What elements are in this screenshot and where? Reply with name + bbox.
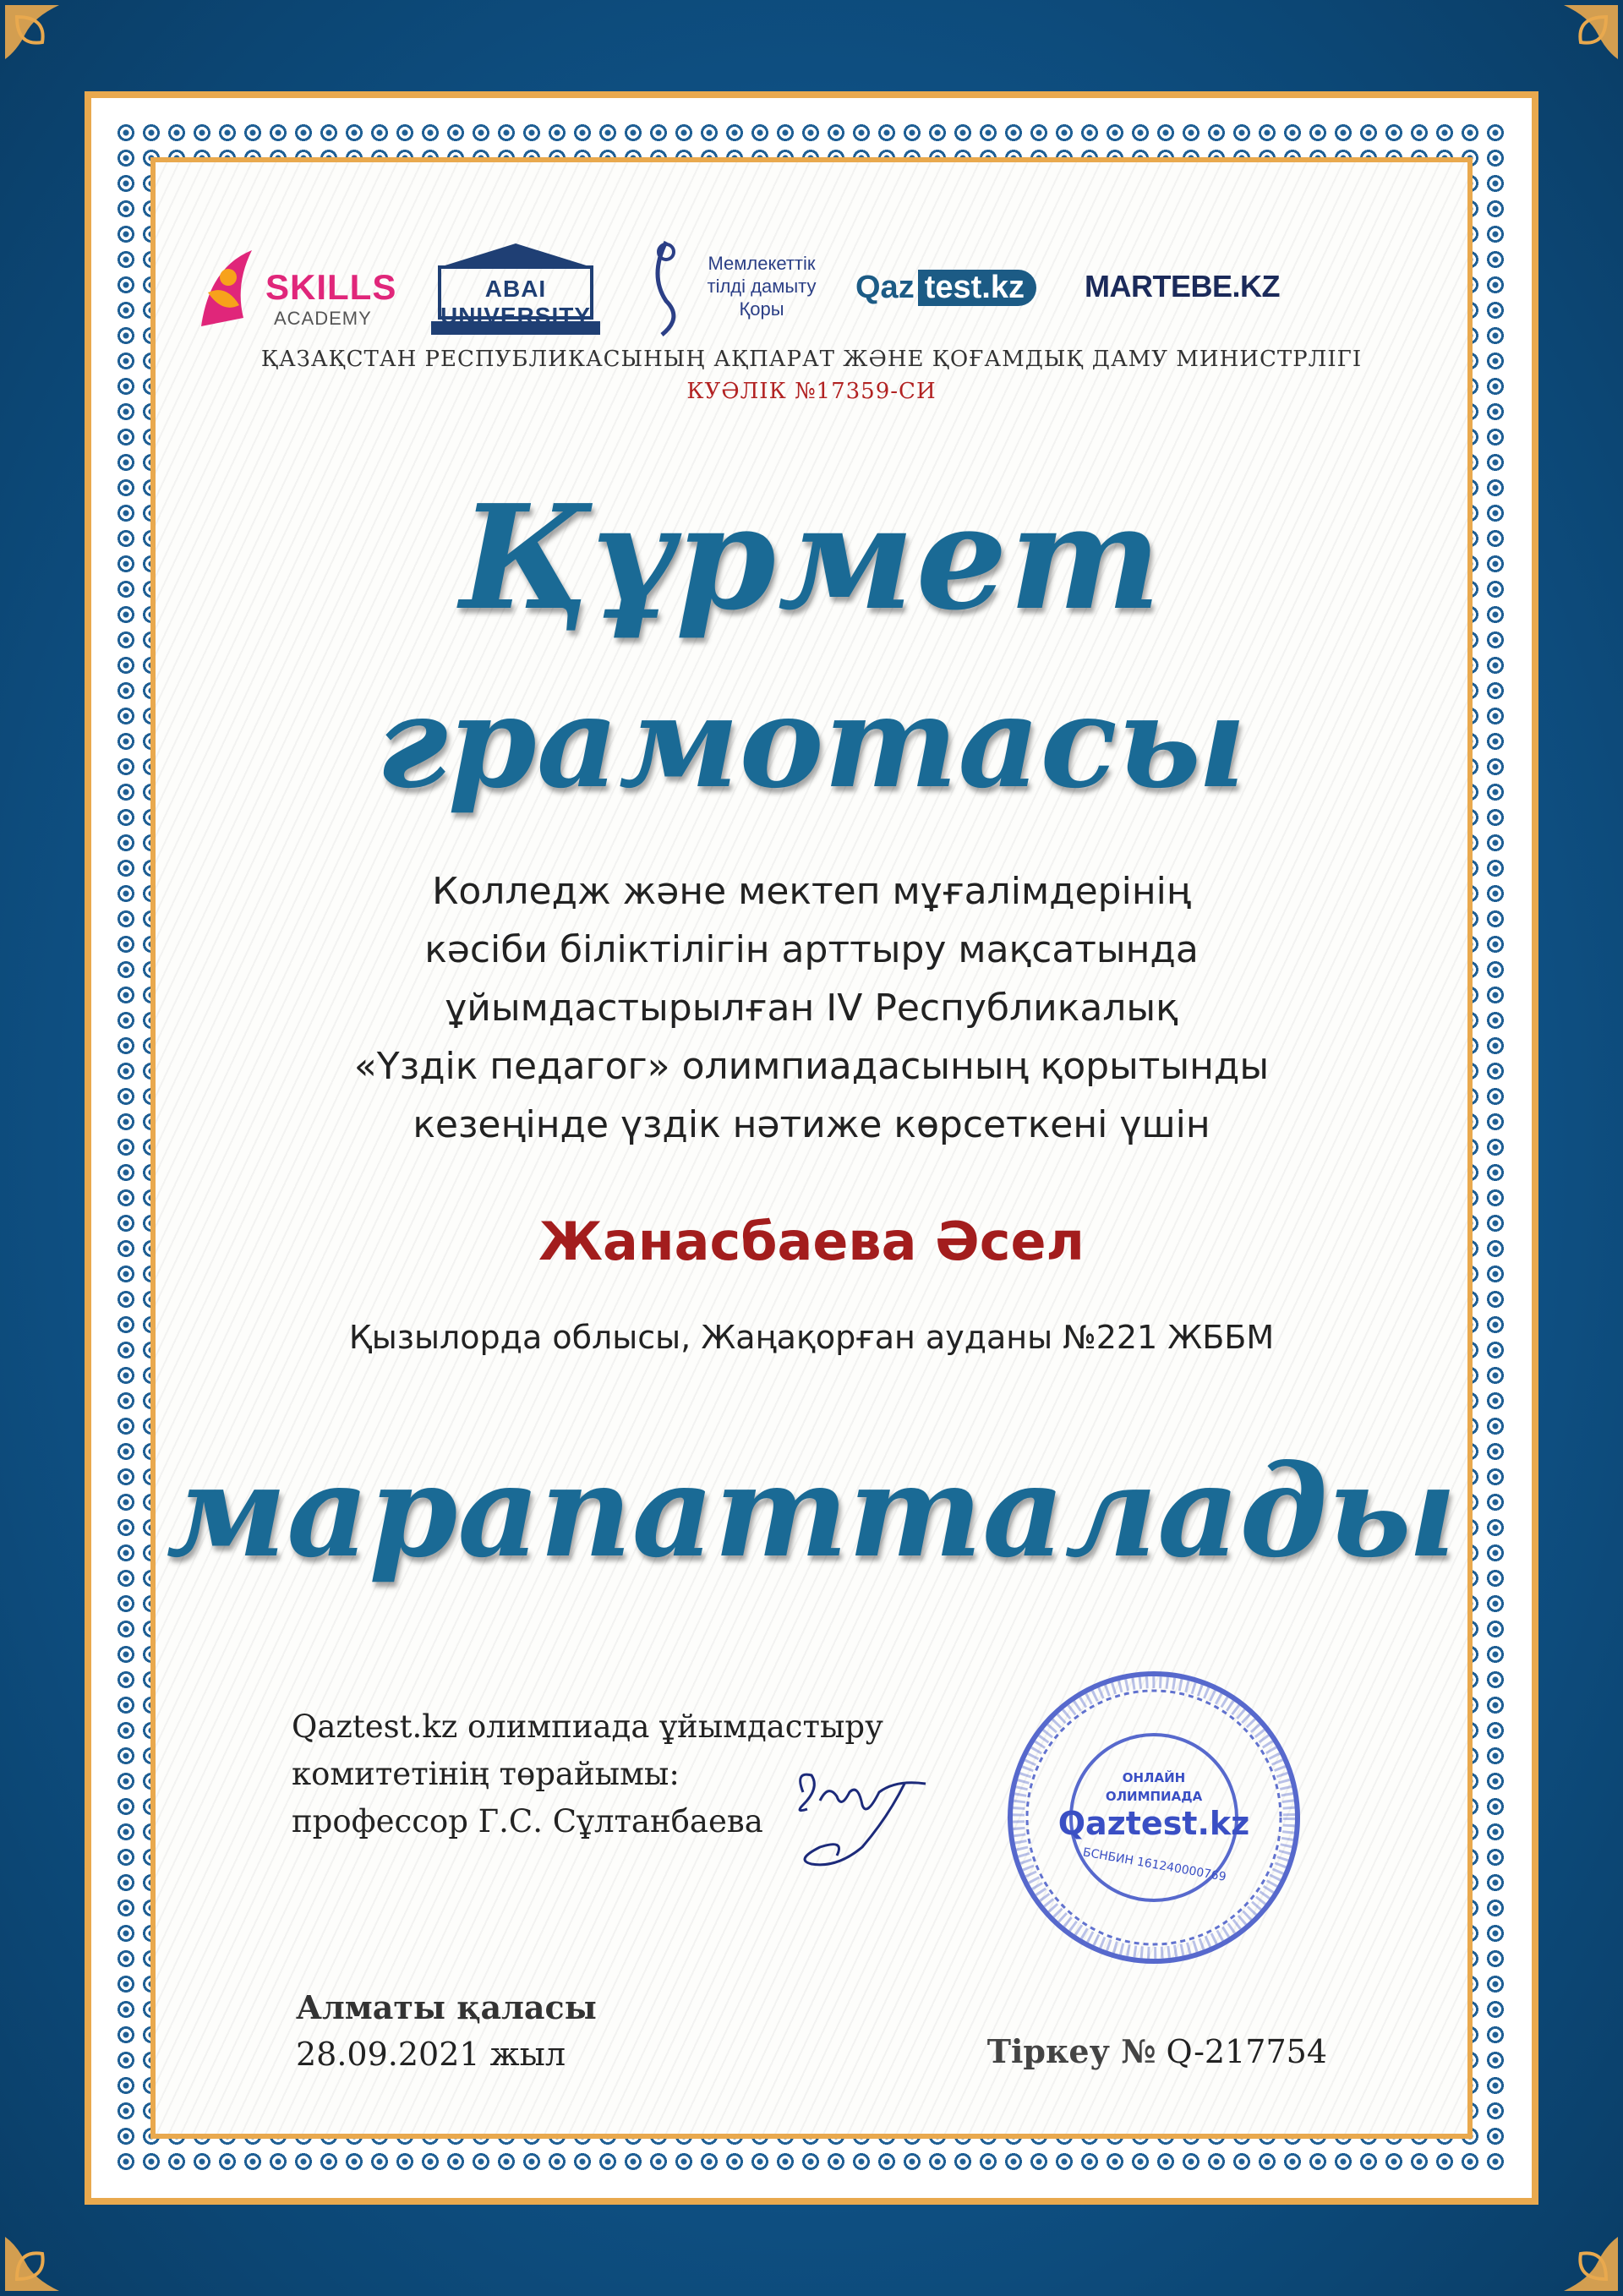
stamp-bin: БСНБИН 161240000769 [1081, 1845, 1227, 1884]
signature-icon [786, 1767, 938, 1885]
martebe-logo [1085, 233, 1287, 343]
award-reason-line: «Үздік педагог» олимпиадасының қорытынды [353, 1045, 1270, 1088]
issue-date: 28.09.2021 жыл [296, 2036, 566, 2073]
stamp-icon [1002, 1665, 1306, 1970]
stamp-text-top: ОНЛАЙН [1122, 1770, 1186, 1785]
qaztest-logo [852, 233, 1055, 343]
skills-logo-text: SKILLS [265, 267, 397, 307]
abai-university-logo [414, 233, 617, 343]
certificate-title-line2: грамотасы [376, 668, 1247, 817]
skills-logo-subtext: ACADEMY [274, 308, 372, 329]
official-stamp [1002, 1665, 1306, 1970]
skills-academy-logo [193, 233, 397, 343]
award-reason-line: кәсіби біліктілігін арттыру мақсатында [424, 928, 1199, 971]
registration-number [987, 2032, 1327, 2070]
registration-value: Q-217754 [1166, 2033, 1327, 2070]
skills-figure-icon [193, 233, 269, 343]
qaztest-logo-part-b: test.kz [918, 270, 1036, 306]
ministry-line: ҚАЗАҚСТАН РЕСПУБЛИКАСЫНЫҢ АҚПАРАТ ЖӘНЕ ҚОҒАМДЫҚ ДАМУ МИНИСТРЛІГІ [260, 347, 1363, 372]
abai-logo-text: ABAI UNIVERSITY [440, 276, 592, 329]
corner-ornament [0, 0, 101, 101]
committee-line: Qaztest.kz олимпиада ұйымдастыру [292, 1708, 883, 1745]
language-fund-logo [645, 233, 831, 343]
corner-ornament [1522, 0, 1623, 101]
martebe-logo-text: MARTEBE.KZ [1085, 269, 1280, 303]
stamp-text-mid: ОЛИМПИАДА [1105, 1789, 1203, 1804]
award-reason-line: Колледж және мектеп мұғалімдерінің [432, 870, 1191, 913]
corner-ornament [1522, 2195, 1623, 2296]
recipient-school: Қызылорда облысы, Жаңақорған ауданы №221 ЖББМ [348, 1319, 1275, 1356]
issue-city: Алматы қаласы [296, 1988, 597, 2026]
certificate-title-line1: Құрмет [460, 473, 1163, 642]
committee-line: профессор Г.С. Сұлтанбаева [292, 1803, 763, 1840]
fund-emblem-icon [645, 233, 687, 343]
fund-logo-text: Мемлекеттік тілді дамыту Қоры [707, 253, 817, 320]
registration-label: Тіркеу № [986, 2032, 1156, 2070]
award-reason-line: кезеңінде үздік нәтиже көрсеткені үшін [413, 1103, 1210, 1146]
corner-ornament [0, 2195, 101, 2296]
award-reason [254, 862, 1369, 1154]
qaztest-logo-part-a: Qaz [855, 269, 915, 305]
committee-line: комитетінің төрайымы: [292, 1756, 680, 1792]
awarded-heading: марапатталады [166, 1437, 1457, 1586]
licence-number: КУӘЛІК №17359-СИ [686, 379, 937, 404]
award-reason-line: ұйымдастырылған IV Республикалық [445, 987, 1178, 1030]
recipient-name: Жанасбаева Әсел [538, 1211, 1085, 1272]
stamp-brand: Qaztest.kz [1057, 1805, 1250, 1842]
logo-row [193, 233, 1351, 343]
